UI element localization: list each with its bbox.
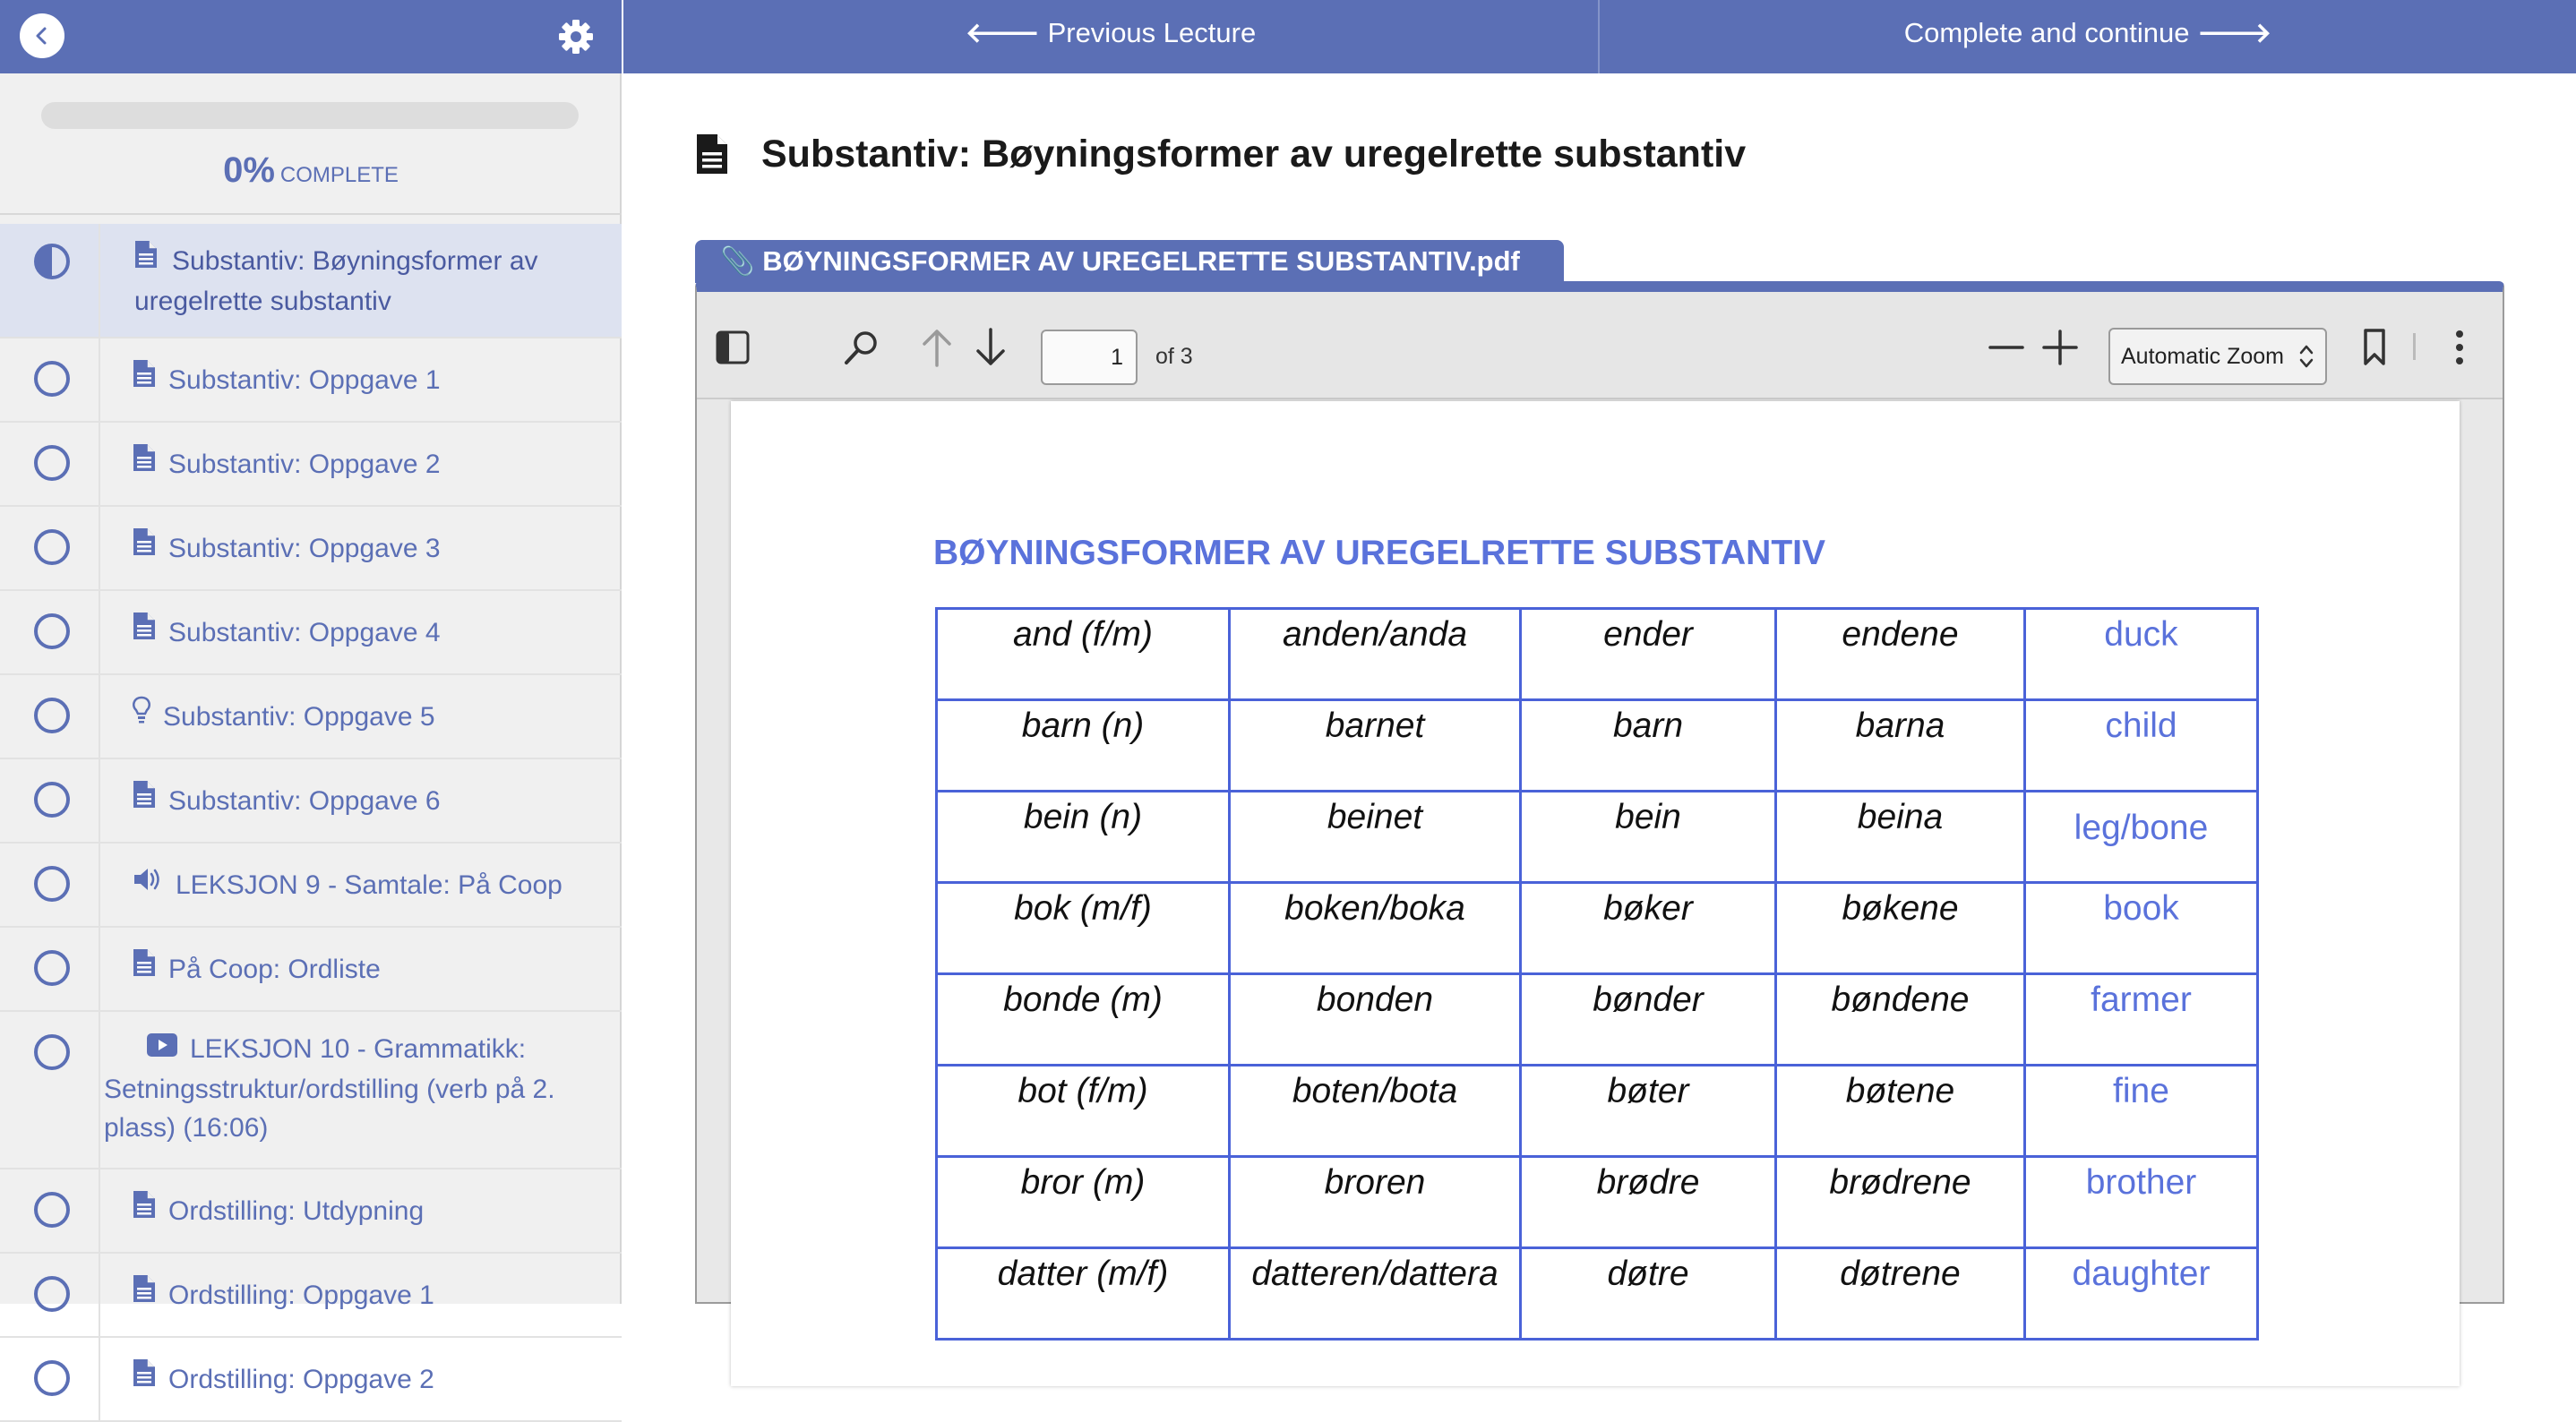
lecture-item-divider (99, 1012, 100, 1168)
lecture-item-label: Substantiv: Oppgave 4 (168, 618, 441, 647)
table-cell: bot (f/m) (937, 1066, 1230, 1157)
lecture-item-title (133, 1360, 598, 1401)
table-cell: bror (m) (937, 1157, 1230, 1248)
bookmark-icon[interactable] (2361, 328, 2388, 367)
table-cell: barnet (1230, 700, 1521, 792)
lecture-item[interactable] (0, 759, 622, 844)
lecture-item[interactable] (0, 928, 622, 1012)
page-number-input[interactable] (1041, 330, 1138, 385)
next-page-icon[interactable] (973, 326, 1009, 369)
table-row (937, 1066, 2258, 1157)
lecture-item-divider (99, 507, 100, 589)
table-cell: døtrene (1776, 1248, 2025, 1340)
lecture-item-label-line: Setningsstruktur/ordstilling (verb på 2. (104, 1074, 555, 1104)
incomplete-status-icon[interactable] (34, 361, 70, 397)
lecture-item-divider (99, 844, 100, 926)
lecture-title: Substantiv: Bøyningsformer av uregelrette substantiv (761, 133, 1747, 176)
lecture-item-divider (99, 1338, 100, 1420)
document-icon (133, 612, 156, 651)
lecture-item-label: Substantiv: Oppgave 1 (168, 365, 441, 395)
lecture-item[interactable] (0, 591, 622, 675)
table-cell: brødre (1521, 1157, 1776, 1248)
lecture-list (0, 224, 622, 1422)
complete-and-continue-button[interactable] (1600, 0, 2576, 73)
lecture-item-label: Substantiv: Oppgave 3 (168, 534, 441, 563)
table-row (937, 1248, 2258, 1340)
table-cell: datteren/dattera (1230, 1248, 1521, 1340)
incomplete-status-icon[interactable] (34, 1192, 70, 1228)
lecture-item-label: Substantiv: Oppgave 5 (163, 702, 435, 732)
lecture-item-title (133, 866, 598, 906)
lecture-item-label: Ordstilling: Oppgave 1 (168, 1281, 434, 1310)
table-cell: anden/anda (1230, 609, 1521, 700)
document-icon (133, 359, 156, 398)
lecture-item[interactable] (0, 675, 622, 759)
previous-page-icon[interactable] (919, 326, 955, 369)
lecture-item-label: På Coop: Ordliste (168, 955, 381, 984)
lecture-item-label: Ordstilling: Utdypning (168, 1196, 425, 1226)
progress-percent: 0% (223, 150, 275, 190)
english-translation-cell: daughter (2025, 1248, 2258, 1340)
english-translation-cell: farmer (2025, 974, 2258, 1066)
table-row (937, 792, 2258, 883)
english-translation-cell: fine (2025, 1066, 2258, 1157)
lecture-item-title (133, 1192, 598, 1232)
lecture-item-title (104, 1030, 602, 1147)
toolbar-divider (2413, 333, 2416, 360)
table-row (937, 609, 2258, 700)
lecture-item-label-line: LEKSJON 10 - Grammatikk: (190, 1034, 527, 1064)
table-cell: bønder (1521, 974, 1776, 1066)
table-cell: bonde (m) (937, 974, 1230, 1066)
lecture-item-title (133, 361, 598, 401)
lecture-item-divider (99, 759, 100, 842)
document-icon (133, 1274, 156, 1314)
lecture-item[interactable] (0, 1254, 622, 1338)
table-cell: beina (1776, 792, 2025, 883)
pdf-viewer (695, 281, 2504, 1304)
english-translation-cell: child (2025, 700, 2258, 792)
table-cell: bein (1521, 792, 1776, 883)
incomplete-status-icon[interactable] (34, 782, 70, 818)
incomplete-status-icon[interactable] (34, 950, 70, 986)
table-cell: beinet (1230, 792, 1521, 883)
table-cell: boken/boka (1230, 883, 1521, 974)
lightbulb-icon (133, 696, 150, 735)
lecture-item[interactable] (0, 1012, 622, 1169)
lecture-item-label: Ordstilling: Oppgave 2 (168, 1365, 434, 1394)
lecture-item[interactable] (0, 224, 622, 338)
document-icon (133, 443, 156, 483)
progress-label (0, 150, 622, 191)
document-icon (134, 240, 158, 279)
table-cell: broren (1230, 1157, 1521, 1248)
table-cell: bøter (1521, 1066, 1776, 1157)
video-icon (133, 1029, 177, 1067)
table-cell: ender (1521, 609, 1776, 700)
pdf-toolbar (697, 292, 2503, 399)
lecture-item-divider (99, 591, 100, 673)
arrow-right-icon: 🡒 (2197, 17, 2272, 48)
zoom-out-icon[interactable] (1988, 337, 2024, 358)
lecture-item-label: LEKSJON 9 - Samtale: På Coop (176, 870, 562, 900)
table-cell: døtre (1521, 1248, 1776, 1340)
arrow-left-icon: 🡐 (965, 17, 1040, 48)
table-cell: bøkene (1776, 883, 2025, 974)
attachment-tab[interactable] (695, 240, 1564, 283)
table-cell: boten/bota (1230, 1066, 1521, 1157)
document-icon (133, 780, 156, 819)
document-icon (133, 1190, 156, 1229)
select-arrows-icon (2298, 342, 2314, 371)
progress-complete-word: COMPLETE (279, 163, 399, 187)
previous-lecture-label: Previous Lecture (1047, 17, 1257, 48)
search-icon[interactable] (842, 328, 881, 367)
more-options-icon[interactable] (2454, 328, 2465, 367)
lecture-item-divider (99, 1169, 100, 1252)
document-icon (133, 1358, 156, 1398)
attachment-name: BØYNINGSFORMER AV UREGELRETTE SUBSTANTIV.pdf (762, 245, 1520, 277)
course-progress (0, 73, 622, 215)
table-cell: barna (1776, 700, 2025, 792)
course-sidebar (0, 0, 622, 1394)
incomplete-status-icon[interactable] (34, 698, 70, 733)
incomplete-status-icon[interactable] (34, 529, 70, 565)
table-body (937, 609, 2258, 1340)
table-cell: bok (m/f) (937, 883, 1230, 974)
page-count-label: of 3 (1155, 344, 1193, 369)
english-translation-cell: brother (2025, 1157, 2258, 1248)
lecture-item-divider (99, 675, 100, 758)
table-row (937, 974, 2258, 1066)
table-cell: barn (n) (937, 700, 1230, 792)
lecture-item[interactable] (0, 844, 622, 928)
lecture-item[interactable] (0, 1338, 622, 1422)
incomplete-status-icon[interactable] (34, 1034, 70, 1070)
table-cell: endene (1776, 609, 2025, 700)
english-translation-cell: leg/bone (2025, 792, 2258, 883)
lecture-item-title (133, 1276, 598, 1316)
noun-inflection-table (935, 607, 2259, 1341)
table-row (937, 883, 2258, 974)
table-cell: and (f/m) (937, 609, 1230, 700)
table-cell: barn (1521, 700, 1776, 792)
table-cell: bonden (1230, 974, 1521, 1066)
lecture-item-title (133, 698, 598, 738)
lecture-item-title (133, 782, 598, 822)
document-icon (133, 527, 156, 567)
table-cell: brødrene (1776, 1157, 2025, 1248)
table-cell: datter (m/f) (937, 1248, 1230, 1340)
progress-bar (41, 102, 579, 129)
table-cell: bein (n) (937, 792, 1230, 883)
lecture-item-title (133, 529, 598, 570)
pdf-page (731, 401, 2460, 1386)
table-row (937, 700, 2258, 792)
lecture-item[interactable] (0, 423, 622, 507)
document-icon (133, 948, 156, 988)
lecture-item-label-line: plass) (16:06) (104, 1112, 269, 1143)
incomplete-status-icon[interactable] (34, 445, 70, 481)
lecture-item[interactable] (0, 1169, 622, 1254)
chevron-left-icon (31, 25, 53, 47)
table-row (937, 1157, 2258, 1248)
lecture-item-divider (99, 224, 100, 337)
lecture-item-label: Substantiv: Oppgave 2 (168, 450, 441, 479)
sidebar-header (0, 0, 622, 73)
paperclip-icon: 📎 (720, 245, 755, 277)
incomplete-status-icon[interactable] (34, 1276, 70, 1312)
lecture-item-title (133, 613, 598, 654)
incomplete-status-icon[interactable] (34, 1360, 70, 1396)
back-button[interactable] (20, 13, 64, 58)
previous-lecture-button[interactable] (623, 0, 1600, 73)
lecture-item[interactable] (0, 338, 622, 423)
lecture-item-divider (99, 1254, 100, 1336)
lecture-item-label: Substantiv: Bøyningsformer av uregelrette substantiv (134, 246, 538, 317)
lecture-item-divider (99, 423, 100, 505)
lecture-item-title (134, 242, 573, 321)
zoom-select[interactable] (2108, 328, 2327, 385)
english-translation-cell: duck (2025, 609, 2258, 700)
audio-icon (133, 865, 163, 904)
lecture-item-divider (99, 338, 100, 421)
lecture-item-title (133, 950, 598, 990)
zoom-select-value: Automatic Zoom (2121, 344, 2285, 369)
settings-button[interactable] (557, 18, 595, 56)
sidebar-toggle-icon[interactable] (715, 330, 751, 365)
lecture-item-label: Substantiv: Oppgave 6 (168, 786, 441, 816)
zoom-in-icon[interactable] (2042, 330, 2078, 365)
document-icon (695, 133, 729, 176)
table-cell: bøtene (1776, 1066, 2025, 1157)
in-progress-status-icon[interactable] (34, 244, 70, 279)
complete-and-continue-label: Complete and continue (1903, 17, 2190, 48)
pdf-title: BØYNINGSFORMER AV UREGELRETTE SUBSTANTIV (933, 534, 1825, 572)
incomplete-status-icon[interactable] (34, 866, 70, 902)
lecture-item-divider (99, 928, 100, 1010)
incomplete-status-icon[interactable] (34, 613, 70, 649)
gear-icon (557, 18, 595, 56)
english-translation-cell: book (2025, 883, 2258, 974)
table-cell: bøndene (1776, 974, 2025, 1066)
lecture-item[interactable] (0, 507, 622, 591)
lecture-item-title (133, 445, 598, 485)
table-cell: bøker (1521, 883, 1776, 974)
